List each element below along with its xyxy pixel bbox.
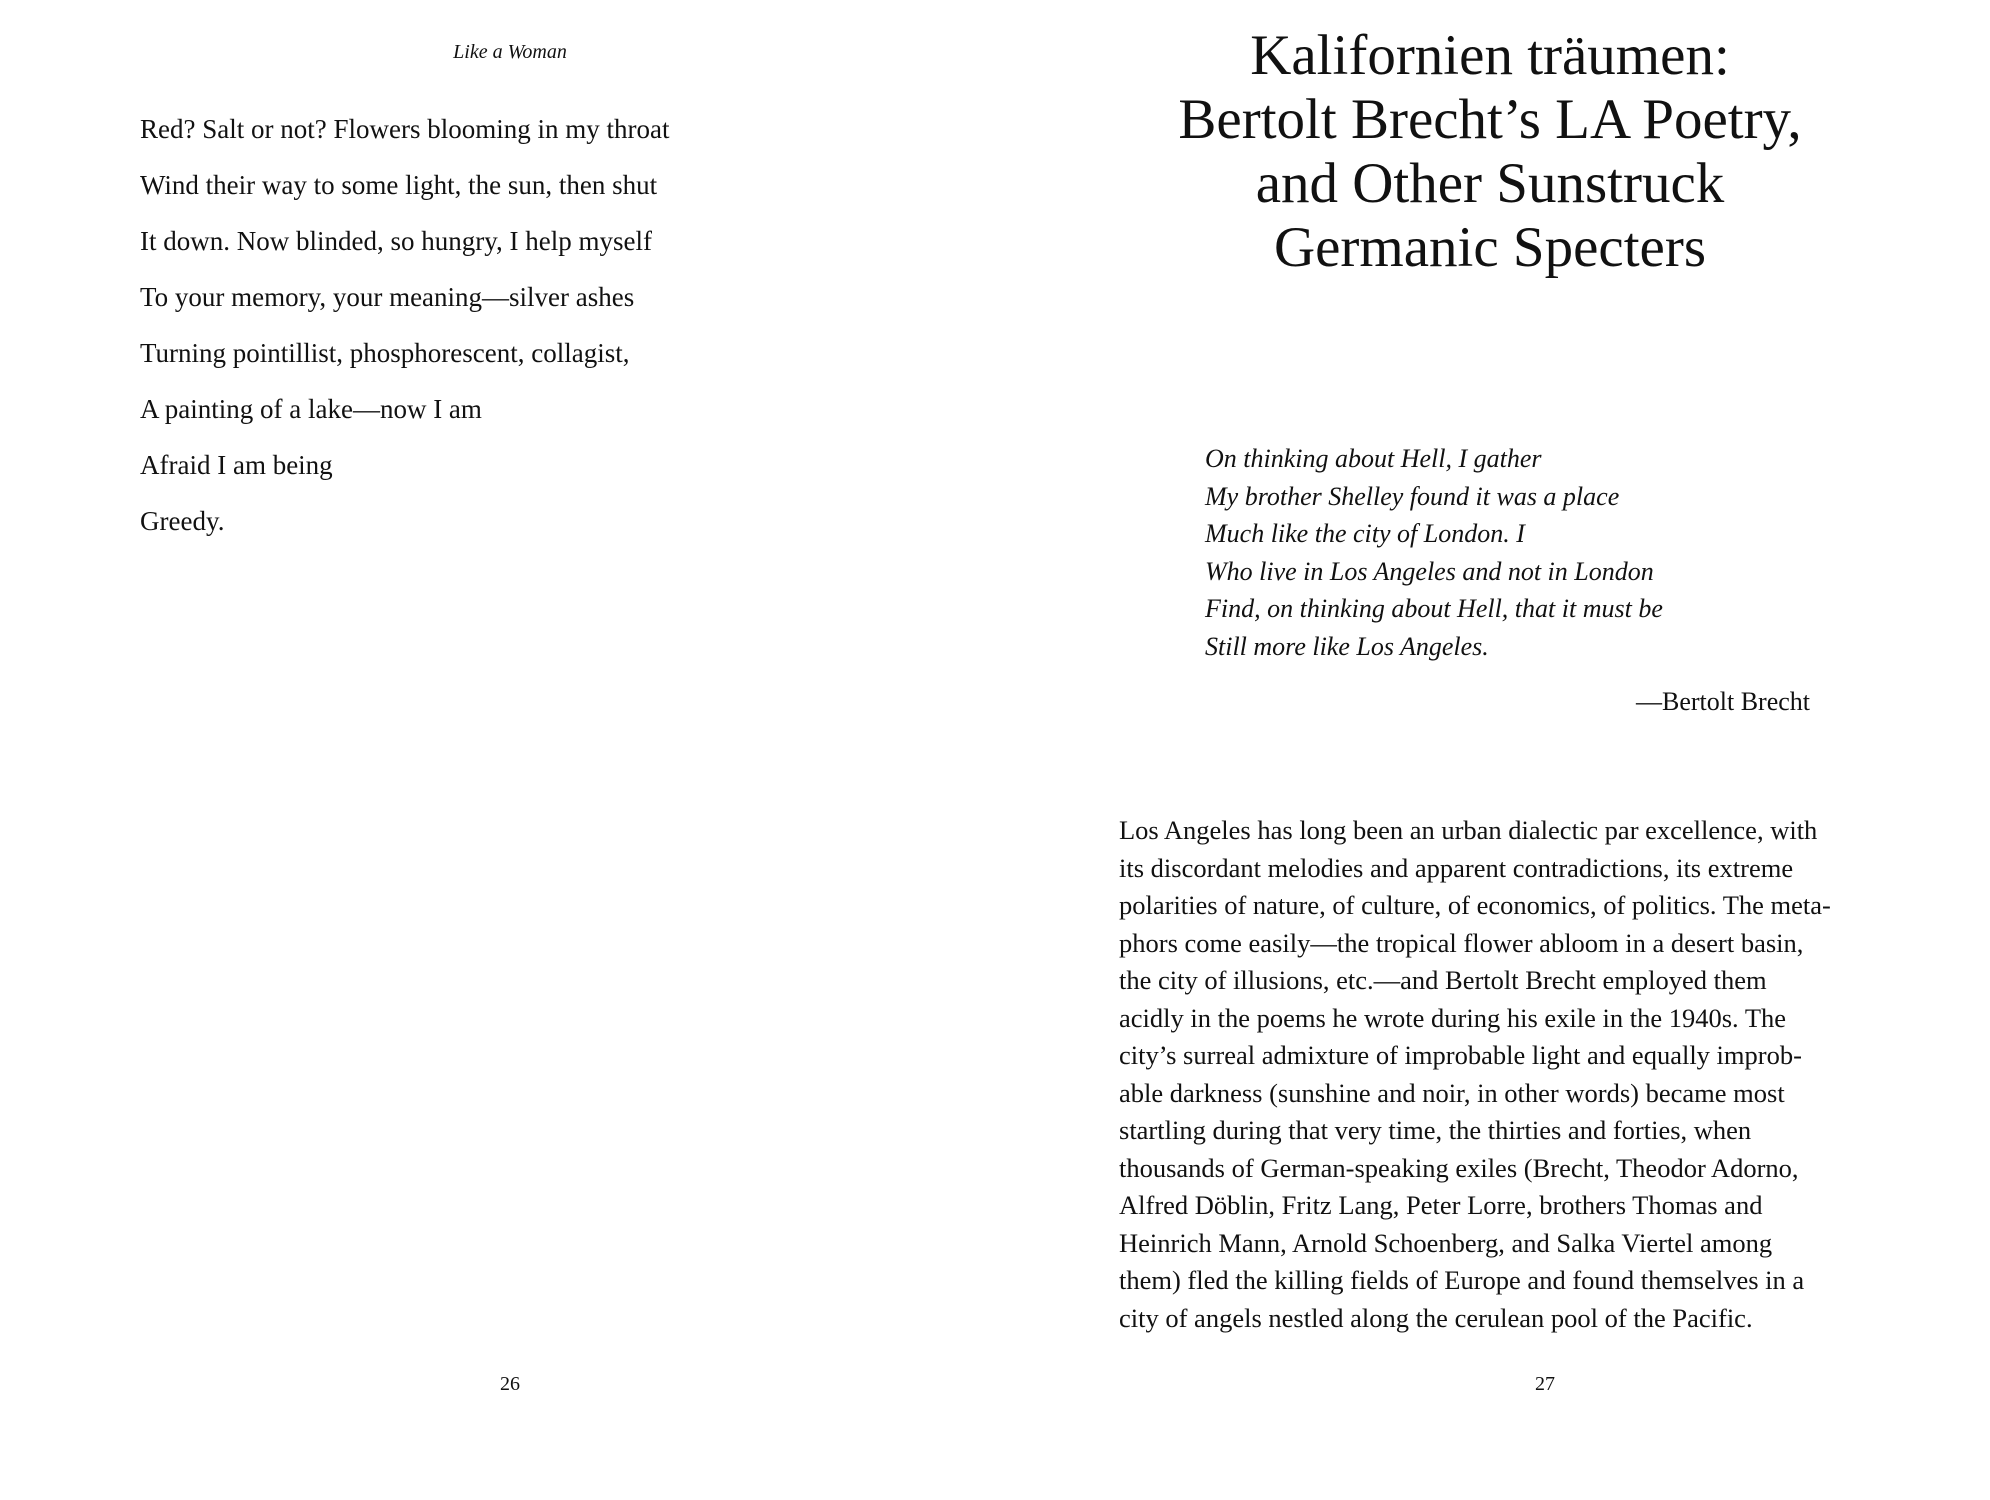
body-line: them) fled the killing fields of Europe and found themselves in a [1119,1265,1805,1295]
body-line: Los Angeles has long been an urban dialectic par excellence, with [1119,815,1818,845]
body-paragraph [1119,812,1899,1337]
poem-line: Red? Salt or not? Flowers blooming in my throat [140,114,670,144]
poem-line: Turning pointillist, phosphorescent, collagist, [140,338,630,368]
body-line: the city of illusions, etc.—and Bertolt Brecht employed them [1119,965,1767,995]
body-line: Heinrich Mann, Arnold Schoenberg, and Salka Viertel among [1119,1227,1773,1258]
body-line: city’s surreal admixture of improbable light and equally improb- [1119,1040,1802,1070]
epigraph-line: Find, on thinking about Hell, that it must be [1205,594,1663,623]
chapter-title-line: Bertolt Brecht’s LA Poetry, [1178,88,1802,151]
body-line: polarities of nature, of culture, of economics, of politics. The meta- [1119,890,1831,920]
poem-line: Greedy. [140,506,225,536]
poem-line: A painting of a lake—now I am [140,394,482,424]
poem [140,101,669,549]
epigraph-line: On thinking about Hell, I gather [1205,444,1542,473]
chapter-title [1075,24,1905,280]
epigraph-line: Still more like Los Angeles. [1205,631,1489,661]
page-number-right: 27 [1535,1373,1555,1395]
chapter-title-line: Germanic Specters [1273,216,1707,279]
poem-line: It down. Now blinded, so hungry, I help myself [140,226,652,256]
chapter-title-line: and Other Sunstruck [1255,152,1725,215]
poem-line: Wind their way to some light, the sun, then shut [140,170,658,200]
epigraph-line: Much like the city of London. I [1205,519,1525,548]
body-line: city of angels nestled along the cerulean pool of the Pacific. [1119,1302,1753,1333]
body-line: thousands of German-speaking exiles (Brecht, Theodor Adorno, [1119,1152,1799,1183]
running-head: Like a Woman [453,41,567,63]
body-line: Alfred Döblin, Fritz Lang, Peter Lorre, brothers Thomas and [1119,1190,1763,1220]
chapter-title-line: Kalifornien träumen: [1250,24,1730,87]
right-page [995,0,1990,1500]
epigraph-attribution: —Bertolt Brecht [1635,687,1810,716]
epigraph [1205,440,1663,665]
body-line: its discordant melodies and apparent contradictions, its extreme [1119,852,1794,883]
page-number-left: 26 [500,1373,520,1395]
poem-line: Afraid I am being [140,450,333,480]
poem-line: To your memory, your meaning—silver ashes [140,282,635,312]
body-line: acidly in the poems he wrote during his exile in the 1940s. The [1119,1002,1787,1033]
body-line: able darkness (sunshine and noir, in other words) became most [1119,1077,1785,1108]
body-line: startling during that very time, the thirties and forties, when [1119,1115,1752,1145]
epigraph-line: My brother Shelley found it was a place [1205,481,1620,511]
body-line: phors come easily—the tropical flower abloom in a desert basin, [1119,927,1804,958]
epigraph-line: Who live in Los Angeles and not in London [1205,556,1654,586]
